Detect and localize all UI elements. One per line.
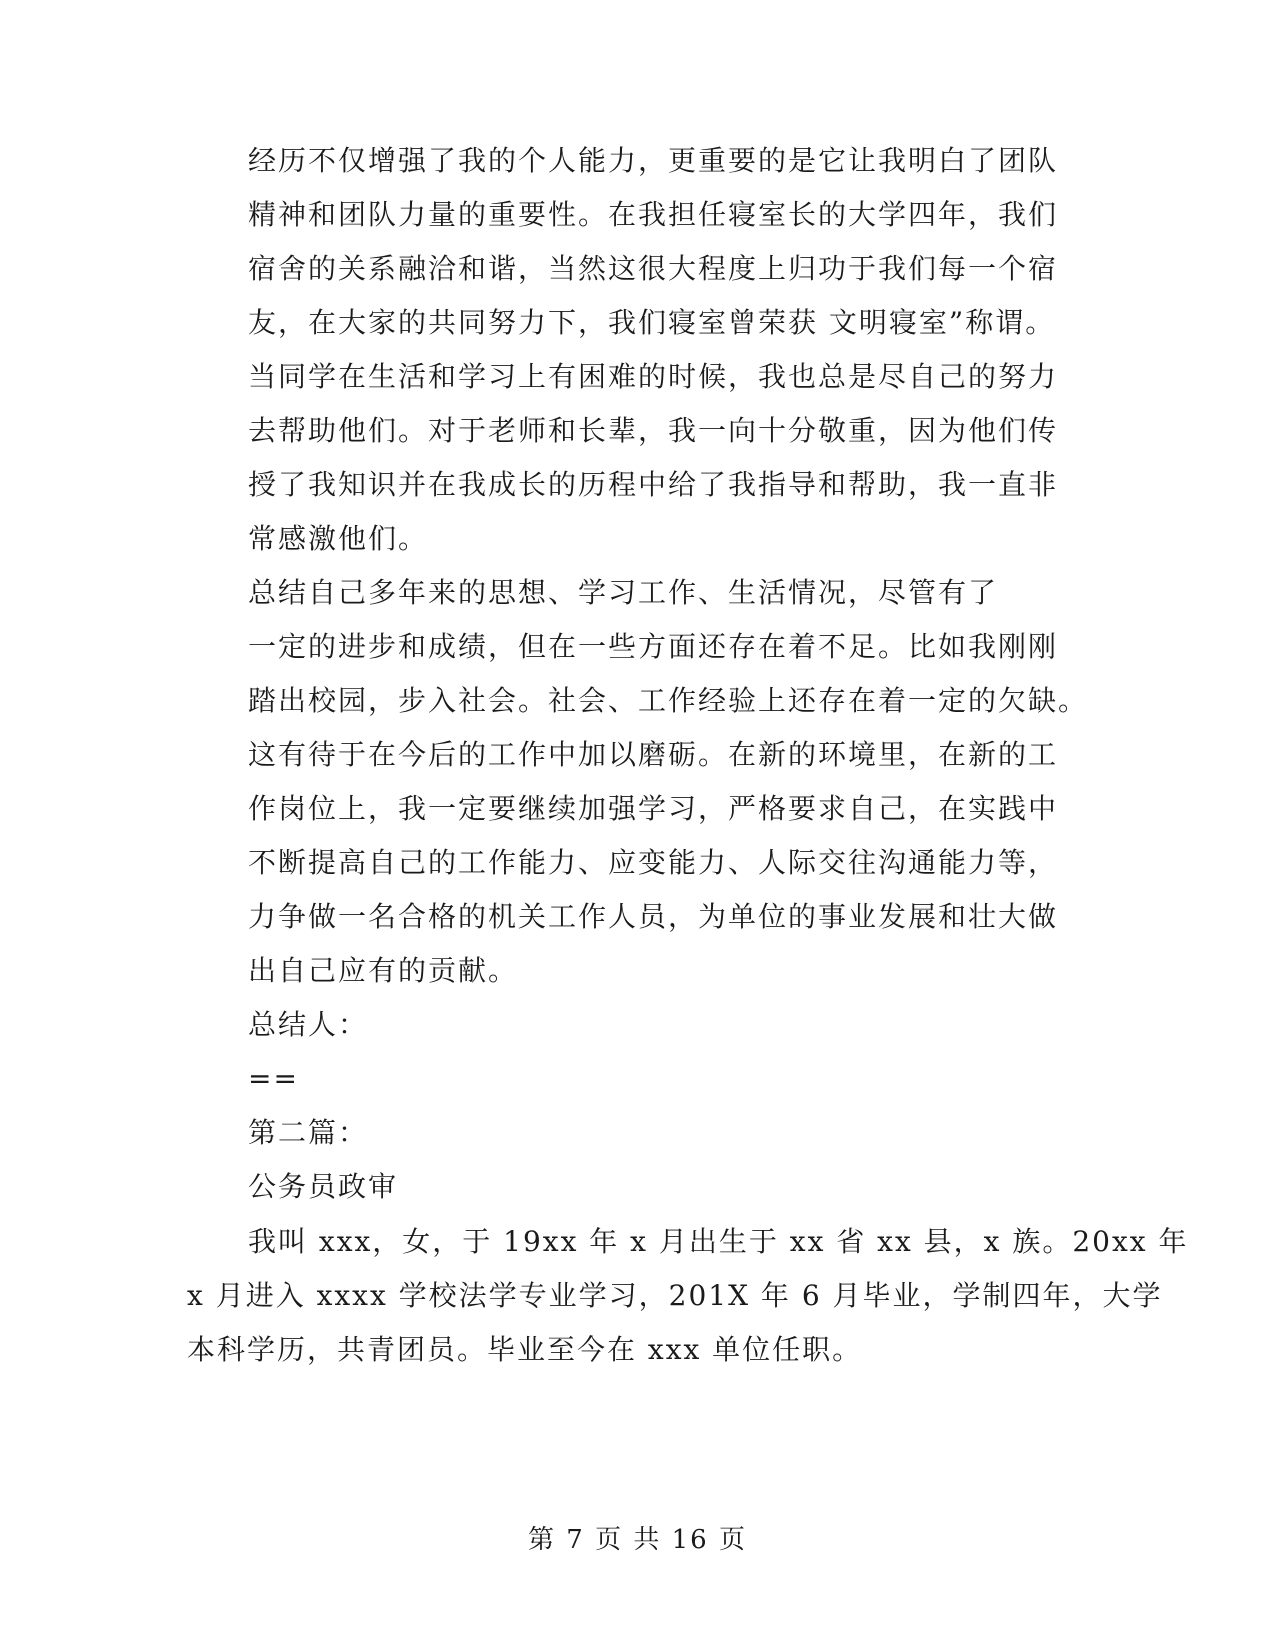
text-line: 总结自己多年来的思想、学习工作、生活情况，尽管有了: [248, 576, 999, 609]
text-line: 常感激他们。: [248, 522, 429, 555]
text-line: 宿舍的关系融洽和谐，当然这很大程度上归功于我们每一个宿: [248, 252, 1059, 285]
signature-label: 总结人：: [248, 1008, 369, 1041]
section-title: 公务员政审: [248, 1170, 399, 1203]
text-line: 友，在大家的共同努力下，我们寝室曾荣获 文明寝室”称谓。: [248, 306, 1056, 339]
text-line: 出自己应有的贡献。: [248, 954, 519, 987]
section-divider: ==: [248, 1062, 299, 1095]
paragraph-line: 本科学历，共青团员。毕业至今在 xxx 单位任职。: [187, 1333, 863, 1366]
section-heading: 第二篇：: [248, 1116, 369, 1149]
text-line: 当同学在生活和学习上有困难的时候，我也总是尽自己的努力: [248, 360, 1059, 393]
text-line: 力争做一名合格的机关工作人员，为单位的事业发展和壮大做: [248, 900, 1059, 933]
paragraph-line: x 月进入 xxxx 学校法学专业学习，201X 年 6 月毕业，学制四年，大学: [187, 1279, 1163, 1312]
text-line: 作岗位上，我一定要继续加强学习，严格要求自己，在实践中: [248, 792, 1059, 825]
paragraph-line: 我叫 xxx，女，于 19xx 年 x 月出生于 xx 省 xx 县，x 族。20xx 年: [248, 1225, 1189, 1258]
text-line: 经历不仅增强了我的个人能力，更重要的是它让我明白了团队: [248, 144, 1059, 177]
text-line: 去帮助他们。对于老师和长辈，我一向十分敬重，因为他们传: [248, 414, 1059, 447]
text-line: 不断提高自己的工作能力、应变能力、人际交往沟通能力等，: [248, 846, 1059, 879]
text-line: 这有待于在今后的工作中加以磨砺。在新的环境里，在新的工: [248, 738, 1059, 771]
text-line: 踏出校园，步入社会。社会、工作经验上还存在着一定的欠缺。: [248, 684, 1089, 717]
text-line: 一定的进步和成绩，但在一些方面还存在着不足。比如我刚刚: [248, 630, 1059, 663]
page-number: 第 7 页 共 16 页: [528, 1525, 747, 1555]
text-line: 授了我知识并在我成长的历程中给了我指导和帮助，我一直非: [248, 468, 1059, 501]
text-line: 精神和团队力量的重要性。在我担任寝室长的大学四年，我们: [248, 198, 1059, 231]
